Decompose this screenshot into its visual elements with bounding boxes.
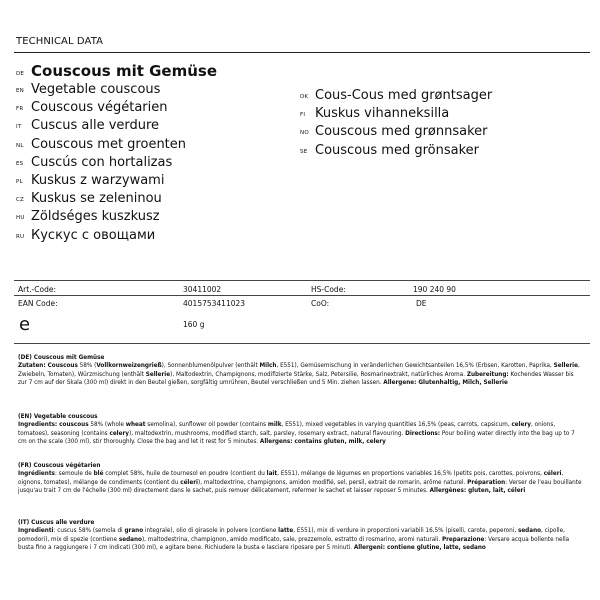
body-text: , E551), mix di verdure in proporzioni variabili 16,5% (piselli, carote, peperoni,: [293, 528, 518, 535]
language-code: NL: [16, 142, 24, 149]
table-mid-rule: [14, 295, 590, 296]
emphasis-text: Allergènes: gluten, lait, céleri: [429, 487, 526, 494]
product-name: Couscous mit Gemüse: [31, 62, 218, 80]
body-text: : Versare acqua bollente nella busta fino a raggiungere i 7 cm indicati (300 ml), e agitare bene. Richiudere la busta e lasciare riposare per 5 minuti.: [18, 536, 570, 551]
emphasis-text: Milch: [259, 363, 277, 370]
ingredients-title: (DE) Couscous mit Gemüse: [18, 355, 105, 361]
body-text: ), maltodestrina, champignon, amido modificato, sale, prezzemolo, estratto di rosmarino, aromi naturali.: [141, 536, 442, 543]
product-name-row: [16, 154, 217, 172]
ingredients-text: [18, 527, 584, 552]
art-code-value: 30411002: [183, 285, 222, 294]
estimated-sign-icon: e: [19, 314, 31, 335]
product-name-row: [16, 190, 217, 208]
emphasis-text: Allergene: Glutenhaltig, Milch, Sellerie: [383, 379, 508, 386]
body-text: Kochendes Wasser bis zur 7 cm auf der Skala (300 ml) direkt in den Beutel gießen, sorgfältig umrühren, Beutel verschließen und 5 Min. ziehen lassen.: [18, 371, 574, 386]
product-name-row: [300, 142, 492, 160]
document-heading: TECHNICAL DATA: [16, 36, 104, 47]
body-text: , onions, tomatoes), seasoning (contains: [18, 422, 556, 437]
emphasis-text: Directions:: [405, 430, 441, 437]
language-code: PL: [16, 179, 23, 186]
body-text: , Zwiebeln, Tomaten), Würzmischung (enthält: [18, 363, 580, 378]
product-name: Kuskus se zeleninou: [31, 191, 162, 207]
body-text: , E551), Gemüsemischung in veränderlichen Gewichtsanteilen 16,5% (Erbsen, Karotten, Paprika,: [276, 363, 554, 370]
product-name: Cuscús con hortalizas: [31, 154, 173, 170]
emphasis-text: celery: [109, 430, 130, 437]
table-top-rule: [14, 280, 590, 281]
table-bottom-rule: [14, 343, 590, 344]
ingredients-en: [18, 413, 584, 446]
emphasis-text: sedano: [118, 536, 142, 543]
product-name-row: [16, 99, 217, 117]
product-name-row: [300, 123, 492, 141]
emphasis-text: latte: [278, 528, 294, 535]
language-code: FR: [16, 106, 24, 113]
body-text: , E551), mélange de légumes en proportions variables 16,5% (petits pois, carottes, poivrons,: [277, 471, 544, 478]
language-code: SE: [300, 148, 308, 155]
product-name-row: [16, 172, 217, 190]
emphasis-text: milk: [267, 422, 282, 429]
art-code-label: Art.-Code:: [18, 285, 56, 294]
body-text: 58% (: [77, 363, 97, 370]
body-text: integrale), olio di girasole in polvere (contiene: [143, 528, 279, 535]
ingredients-de: [18, 354, 584, 387]
body-text: , oignons, tomates), mélange de condiments (contient du: [18, 471, 564, 486]
product-name: Kuskus vihanneksilla: [315, 106, 450, 122]
emphasis-text: sedano: [517, 528, 542, 535]
emphasis-text: céleri: [543, 471, 562, 478]
emphasis-text: Zubereitung:: [466, 371, 509, 378]
ingredients-title: (EN) Vegetable couscous: [18, 414, 98, 420]
emphasis-text: Ingrédients: [18, 471, 55, 478]
product-name: Couscous med grønnsaker: [315, 124, 488, 140]
product-name: Zöldséges kuszkusz: [31, 209, 160, 225]
body-text: , cipolle, pomodori), mix di spezie (contiene: [18, 528, 565, 543]
ingredients-it: [18, 519, 584, 552]
language-code: EN: [16, 88, 24, 94]
emphasis-text: Ingredients: couscous: [18, 422, 89, 429]
ingredients-text: [18, 470, 584, 495]
emphasis-text: Allergens: contains gluten, milk, celery: [259, 438, 386, 445]
body-text: 58% (whole: [88, 422, 126, 429]
product-name-row: [16, 136, 217, 154]
ingredients-text: [18, 362, 584, 387]
body-text: : Verser de l'eau bouillante jusqu'au trait 7 cm de l'échelle (300 ml) directement dans le sachet, puis remuer délicatement, refermer le sachet et laisser reposer 5 minutes.: [18, 479, 582, 494]
product-name-row: [300, 87, 492, 105]
language-code: DK: [300, 94, 309, 100]
product-name-row: [16, 81, 217, 99]
product-names-left: [16, 62, 217, 245]
language-code: IT: [16, 124, 22, 131]
ean-code-label: EAN Code:: [18, 299, 58, 308]
emphasis-text: céleri: [180, 479, 198, 486]
body-text: : cuscus 58% (semola di: [53, 528, 125, 535]
coo-value: DE: [416, 299, 427, 308]
hs-code-value: 190 240 90: [413, 285, 456, 294]
hs-code-label: HS-Code:: [311, 285, 346, 294]
body-text: : semoule de: [54, 471, 94, 478]
language-code: NO: [300, 130, 309, 137]
product-name-row: [16, 117, 217, 135]
emphasis-text: Préparation: [467, 479, 506, 486]
product-name: Couscous met groenten: [31, 136, 187, 152]
body-text: ), maltodextrine, champignons, amidon modifié, sel, persil, extrait de romarin, arôme naturel.: [198, 479, 468, 486]
header-rule: [14, 52, 590, 53]
ingredients-text: [18, 421, 584, 446]
body-text: , E551), mixed vegetables in varying quantities 16,5% (peas, carrots, capsicum,: [281, 422, 512, 429]
body-text: semolina), sunflower oil powder (contains: [145, 422, 268, 429]
emphasis-text: lait: [266, 471, 278, 478]
product-names-right: [300, 87, 492, 160]
emphasis-text: Ingredienti: [18, 528, 54, 535]
product-name: Vegetable couscous: [31, 82, 161, 97]
emphasis-text: wheat: [125, 422, 146, 429]
product-name-row: [300, 105, 492, 123]
emphasis-text: blé: [93, 471, 104, 478]
net-weight: 160 g: [183, 320, 205, 329]
product-name: Couscous med grönsaker: [315, 142, 479, 158]
emphasis-text: Vollkornweizengrieß: [96, 363, 162, 370]
language-code: RU: [16, 233, 25, 240]
body-text: ), Sonnenblumenölpulver (enthält: [161, 363, 260, 370]
language-code: FI: [300, 112, 306, 119]
emphasis-text: Preparazione: [441, 536, 485, 543]
emphasis-text: celery: [511, 422, 531, 429]
ean-code-value: 4015753411023: [183, 299, 246, 308]
product-name-row: [16, 208, 217, 226]
language-code: HU: [16, 215, 25, 222]
body-text: ), Maltodextrin, Champignons, modifizierte Stärke, Salz, Petersilie, Rosmarinextrakt, natürliches Aroma.: [170, 371, 467, 378]
ingredients-title: (FR) Couscous végétarien: [18, 463, 101, 469]
product-name: Cuscus alle verdure: [31, 118, 160, 134]
product-name: Кускус с овощами: [31, 227, 156, 243]
body-text: ), maltodextrin, mushrooms, modified starch, salt, parsley, rosemary extract, natural flavouring.: [129, 430, 406, 437]
product-name: Kuskus z warzywami: [31, 173, 165, 189]
ingredients-title: (IT) Cuscus alle verdure: [18, 520, 95, 526]
product-name: Cous-Cous med grøntsager: [315, 88, 493, 103]
coo-label: CoO:: [311, 299, 330, 308]
product-name-row: [16, 62, 217, 81]
emphasis-text: grano: [124, 528, 144, 535]
emphasis-text: Allergeni: contiene glutine, latte, sedano: [353, 544, 486, 551]
body-text: complet 58%, huile de tournesol en poudre (contient du: [103, 471, 267, 478]
emphasis-text: Sellerie: [145, 371, 171, 378]
body-text: Pour boiling water directly into the bag up to 7 cm on the scale (300 ml), stir thoroughly. Close the bag and let it rest for 5 minutes.: [18, 430, 575, 445]
emphasis-text: Zutaten: Couscous: [18, 363, 78, 370]
product-name-row: [16, 227, 217, 245]
ingredients-fr: [18, 462, 584, 495]
language-code: CZ: [16, 197, 25, 204]
language-code: ES: [16, 160, 24, 167]
product-name: Couscous végétarien: [31, 100, 168, 116]
emphasis-text: Sellerie: [553, 363, 578, 370]
language-code: DE: [16, 71, 25, 77]
